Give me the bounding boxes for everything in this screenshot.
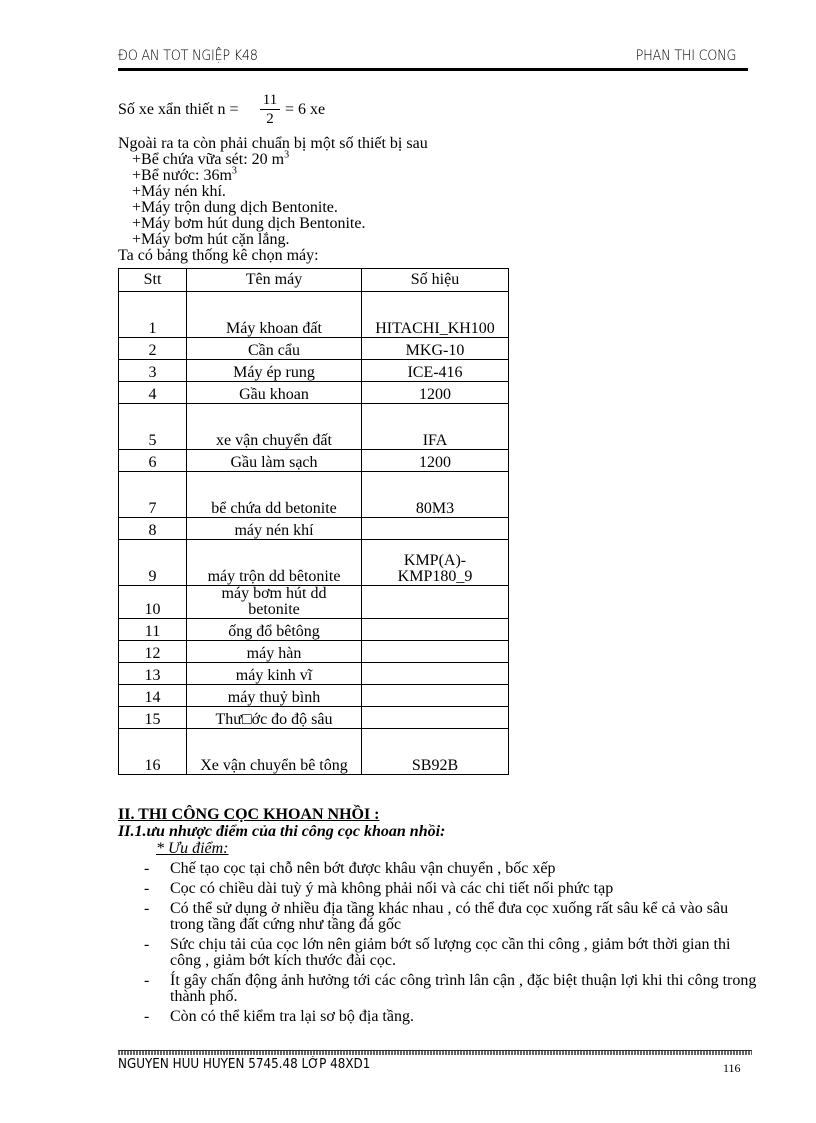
- intro-block: [118, 92, 748, 264]
- row-code-cell: SB92B: [362, 729, 509, 775]
- vehicle-count-formula: [118, 92, 748, 136]
- table-row: [119, 360, 509, 382]
- table-header-row: [119, 269, 509, 292]
- section-title: II. THI CÔNG CỌC KHOAN NHỒI :: [118, 806, 380, 823]
- fraction-bar: [260, 109, 280, 110]
- row-stt-cell: 15: [119, 707, 187, 729]
- table-intro: Ta có bảng thống kê chọn máy:: [118, 247, 319, 264]
- equipment-item-text: +Máy bơm hút dung dịch Bentonite.: [132, 215, 366, 232]
- row-name-cell: máy hàn: [187, 641, 362, 663]
- equipment-item-text: +Máy bơm hút cặn lắng.: [132, 231, 290, 248]
- row-code-cell: [362, 641, 509, 663]
- row-stt-cell: 10: [119, 586, 187, 619]
- page-number: 116: [723, 1061, 741, 1075]
- table-row: [119, 641, 509, 663]
- equipment-item-text: +Máy trộn dung dịch Bentonite.: [132, 199, 338, 216]
- row-stt-cell: 14: [119, 685, 187, 707]
- table-row: [119, 450, 509, 472]
- row-name-cell: Xe vận chuyển bê tông: [187, 729, 362, 775]
- row-stt-cell: 1: [119, 292, 187, 338]
- table-row: [119, 707, 509, 729]
- row-stt-cell: 11: [119, 619, 187, 641]
- equipment-item-text: +Máy nén khí.: [132, 183, 226, 200]
- table-row: [119, 292, 509, 338]
- row-code-cell: ICE-416: [362, 360, 509, 382]
- row-name-cell: máy bơm hút dd betonite: [187, 586, 362, 619]
- table-header-cell: Stt: [119, 269, 187, 292]
- unit-superscript: 3: [284, 149, 290, 161]
- formula-denominator: 2: [266, 111, 274, 127]
- advantage-item: [118, 901, 758, 933]
- equipment-list-item: [118, 184, 748, 200]
- row-name-cell: Máy ép rung: [187, 360, 362, 382]
- header-right-text: PHAN THI CONG: [635, 48, 737, 64]
- section-construction: [118, 806, 758, 1029]
- row-code-cell: KMP(A)- KMP180_9: [362, 540, 509, 586]
- row-stt-cell: 13: [119, 663, 187, 685]
- row-code-cell: MKG-10: [362, 338, 509, 360]
- row-stt-cell: 16: [119, 729, 187, 775]
- row-code-cell: [362, 707, 509, 729]
- row-code-cell: [362, 619, 509, 641]
- row-code-cell: [362, 518, 509, 540]
- advantage-item: [118, 973, 758, 1005]
- bullet-dash: -: [144, 1008, 150, 1025]
- row-code-cell: [362, 663, 509, 685]
- row-code-cell: 80M3: [362, 472, 509, 518]
- row-code-cell: 1200: [362, 382, 509, 404]
- row-name-cell: ống đổ bêtông: [187, 619, 362, 641]
- row-name-cell: Máy khoan đất: [187, 292, 362, 338]
- table-row: [119, 382, 509, 404]
- row-name-cell: bể chứa dd betonite: [187, 472, 362, 518]
- advantage-item: [118, 861, 758, 877]
- row-name-cell: máy trộn dd bêtonite: [187, 540, 362, 586]
- row-stt-cell: 7: [119, 472, 187, 518]
- row-stt-cell: 5: [119, 404, 187, 450]
- advantage-text: Ít gây chấn động ảnh hưởng tới các công trình lân cận , đặc biệt thuận lợi khi thi công trong thành phố.: [170, 972, 757, 1005]
- row-code-cell: 1200: [362, 450, 509, 472]
- equipment-list-item: [118, 200, 748, 216]
- table-header-cell: Số hiệu: [362, 269, 509, 292]
- header-rule: [118, 68, 748, 71]
- row-stt-cell: 6: [119, 450, 187, 472]
- table-row: [119, 619, 509, 641]
- page-header: [118, 48, 737, 68]
- table-row: [119, 685, 509, 707]
- row-name-cell: Gầu khoan: [187, 382, 362, 404]
- row-name-cell: xe vận chuyển đất: [187, 404, 362, 450]
- formula-fraction: [258, 92, 282, 127]
- row-name-cell: Gầu làm sạch: [187, 450, 362, 472]
- row-stt-cell: 8: [119, 518, 187, 540]
- row-name-cell: Cần cẩu: [187, 338, 362, 360]
- equipment-list-item: [118, 165, 748, 184]
- table-row: [119, 729, 509, 775]
- formula-label: Số xe xẩn thiết n =: [118, 101, 239, 118]
- row-name-cell: Thư□ớc đo độ sâu: [187, 707, 362, 729]
- footer-author: NGUYEN HUU HUYEN 5745.48 LỚP 48XD1: [118, 1057, 371, 1072]
- equipment-list-item: [118, 149, 748, 168]
- equipment-table-body: [119, 269, 509, 775]
- advantage-item: [118, 881, 758, 897]
- row-stt-cell: 2: [119, 338, 187, 360]
- advantage-text: Chế tạo cọc tại chỗ nên bớt được khâu vận chuyển , bốc xếp: [170, 860, 556, 877]
- formula-numerator: 11: [262, 92, 278, 108]
- equipment-list-item: [118, 232, 748, 248]
- header-left-text: ĐO AN TOT NGIỆP K48: [118, 48, 258, 64]
- table-row: [119, 404, 509, 450]
- table-row: [119, 472, 509, 518]
- section-subtitle: II.1.ưu nhược điểm của thi công cọc khoan nhồi:: [118, 823, 446, 840]
- table-row: [119, 518, 509, 540]
- equipment-table: [118, 268, 509, 775]
- table-row: [119, 540, 509, 586]
- row-stt-cell: 3: [119, 360, 187, 382]
- advantage-text: Còn có thể kiểm tra lại sơ bộ địa tầng.: [170, 1008, 414, 1025]
- table-row: [119, 586, 509, 619]
- equipment-item-text: +Bể chứa vữa sét: 20 m: [132, 151, 285, 168]
- table-header-cell: Tên máy: [187, 269, 362, 292]
- equipment-list: [118, 149, 748, 248]
- advantage-text: Sức chịu tải của cọc lớn nên giảm bớt số lượng cọc cần thi công , giảm bớt thời gian thi công , giảm bớt kích thước đài cọc.: [170, 936, 731, 969]
- bullet-dash: -: [144, 972, 150, 989]
- intro-text: Ngoài ra ta còn phải chuẩn bị một số thiết bị sau: [118, 135, 428, 152]
- row-name-cell: máy kinh vĩ: [187, 663, 362, 685]
- row-code-cell: [362, 586, 509, 619]
- advantage-item: [118, 1009, 758, 1025]
- table-row: [119, 663, 509, 685]
- bullet-dash: -: [144, 900, 150, 917]
- advantage-label: * Ưu điểm:: [156, 840, 229, 857]
- bullet-dash: -: [144, 860, 150, 877]
- advantage-list: [118, 861, 758, 1025]
- bullet-dash: -: [144, 880, 150, 897]
- table-row: [119, 338, 509, 360]
- equipment-list-item: [118, 216, 748, 232]
- row-name-cell: máy thuỷ bình: [187, 685, 362, 707]
- row-stt-cell: 9: [119, 540, 187, 586]
- row-code-cell: IFA: [362, 404, 509, 450]
- equipment-item-text: +Bể nước: 36m: [132, 167, 232, 184]
- footer-rule: [118, 1050, 752, 1055]
- row-stt-cell: 4: [119, 382, 187, 404]
- advantage-item: [118, 937, 758, 969]
- unit-superscript: 3: [231, 165, 237, 177]
- advantage-text: Cọc có chiều dài tuỳ ý mà không phải nối và các chi tiết nối phức tạp: [170, 880, 614, 897]
- formula-result: = 6 xe: [285, 101, 326, 118]
- bullet-dash: -: [144, 936, 150, 953]
- row-code-cell: HITACHI_KH100: [362, 292, 509, 338]
- row-code-cell: [362, 685, 509, 707]
- row-name-cell: máy nén khí: [187, 518, 362, 540]
- advantage-text: Có thể sử dụng ở nhiều địa tầng khác nhau , có thể đưa cọc xuống rất sâu kể cả vào sâu trong tầng đất cứng như tầng đá gốc: [170, 900, 729, 933]
- row-stt-cell: 12: [119, 641, 187, 663]
